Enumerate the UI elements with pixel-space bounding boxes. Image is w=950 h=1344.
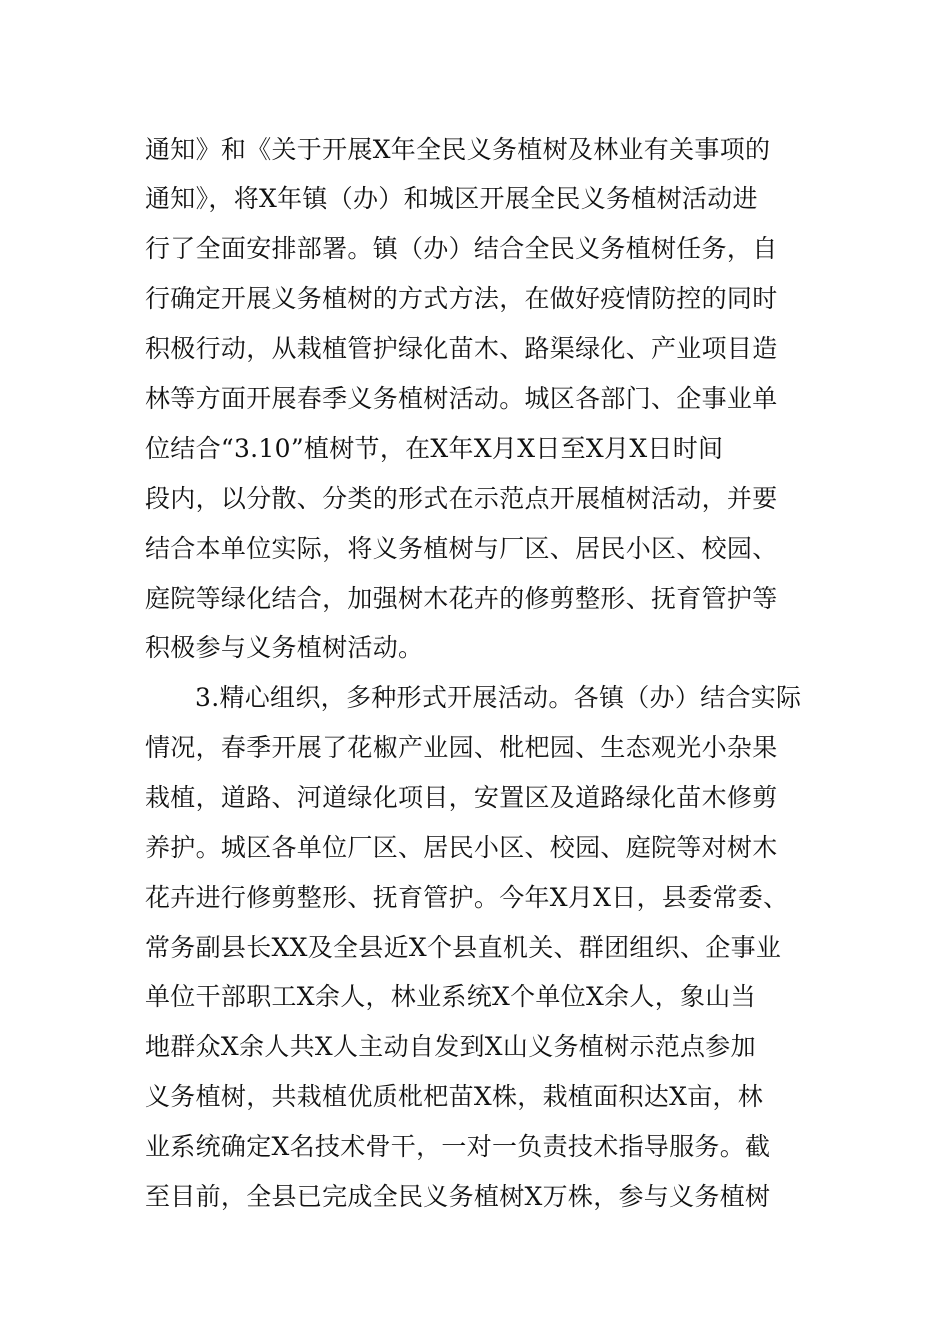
text-line: 义务植树，共栽植优质枇杷苗X株，栽植面积达X亩，林: [145, 1082, 764, 1111]
paragraph-first-line: 3.精心组织，多种形式开展活动。各镇（办）结合实际: [195, 683, 802, 712]
text-line: 通知》，将X年镇（办）和城区开展全民义务植树活动进: [145, 184, 758, 213]
text-line: 林等方面开展春季义务植树活动。城区各部门、企事业单: [145, 384, 778, 413]
text-line: 行确定开展义务植树的方式方法，在做好疫情防控的同时: [145, 284, 778, 313]
text-line: 段内，以分散、分类的形式在示范点开展植树活动，并要: [145, 484, 778, 513]
text-line: 结合本单位实际，将义务植树与厂区、居民小区、校园、: [145, 534, 778, 563]
text-line: 地群众X余人共X人主动自发到X山义务植树示范点参加: [145, 1032, 756, 1061]
text-line: 积极行动，从栽植管护绿化苗木、路渠绿化、产业项目造: [145, 334, 778, 363]
text-line: 至目前，全县已完成全民义务植树X万株，参与义务植树: [145, 1182, 771, 1211]
text-line: 养护。城区各单位厂区、居民小区、校园、庭院等对树木: [145, 833, 778, 862]
text-line: 位结合“3.10”植树节，在X年X月X日至X月X日时间: [145, 434, 724, 463]
text-line: 单位干部职工X余人，林业系统X个单位X余人，象山当: [145, 982, 756, 1011]
text-line: 积极参与义务植树活动。: [145, 633, 424, 662]
text-line: 庭院等绿化结合，加强树木花卉的修剪整形、抚育管护等: [145, 584, 778, 613]
text-line: 业系统确定X名技术骨干，一对一负责技术指导服务。截: [145, 1132, 771, 1161]
text-line: 花卉进行修剪整形、抚育管护。今年X月X日，县委常委、: [145, 883, 789, 912]
text-line: 栽植，道路、河道绿化项目，安置区及道路绿化苗木修剪: [145, 783, 778, 812]
text-line: 行了全面安排部署。镇（办）结合全民义务植树任务，自: [145, 234, 778, 263]
text-line: 通知》和《关于开展X年全民义务植树及林业有关事项的: [145, 135, 771, 164]
text-line: 情况，春季开展了花椒产业园、枇杷园、生态观光小杂果: [145, 733, 778, 762]
text-line: 常务副县长XX及全县近X个县直机关、群团组织、企事业: [145, 933, 782, 962]
